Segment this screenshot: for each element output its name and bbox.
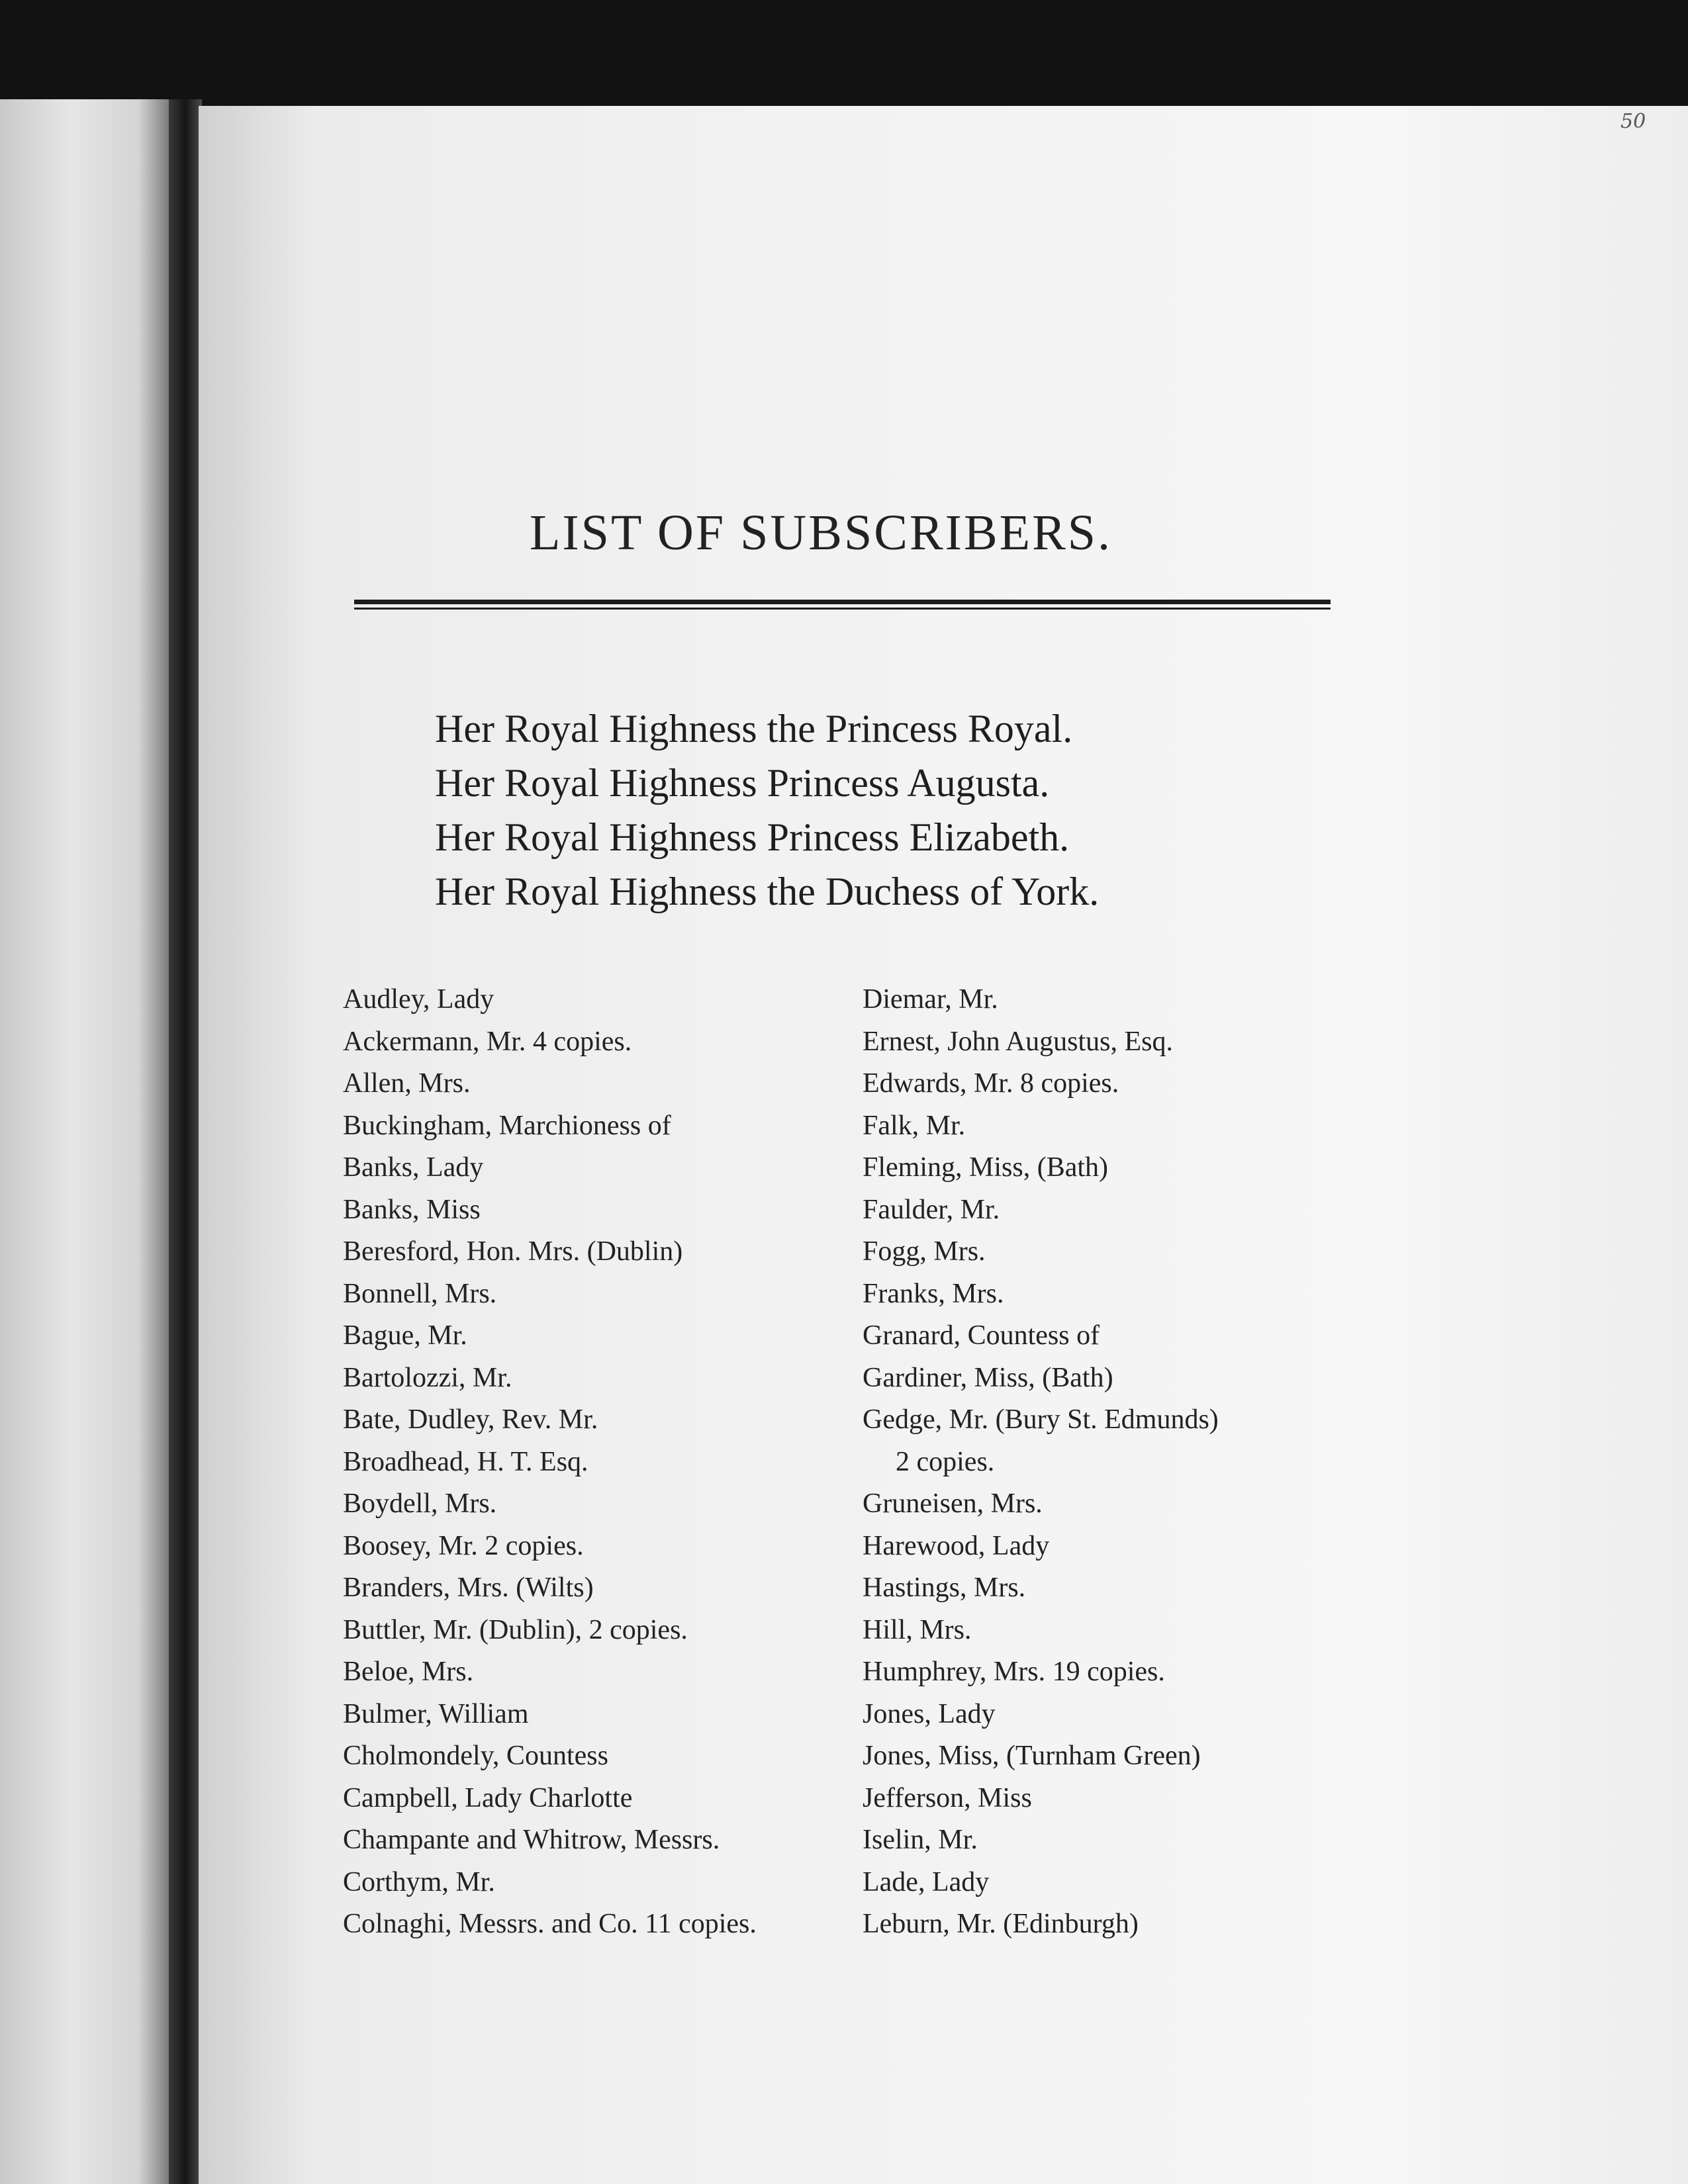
- subscriber-entry: Cholmondely, Countess: [343, 1741, 608, 1771]
- subscriber-entry: Hastings, Mrs.: [863, 1572, 1026, 1603]
- subscriber-entry: Beloe, Mrs.: [343, 1657, 474, 1687]
- subscriber-entry: Fleming, Miss, (Bath): [863, 1152, 1109, 1183]
- subscriber-entry: Ackermann, Mr. 4 copies.: [343, 1026, 632, 1057]
- subscriber-entry: Faulder, Mr.: [863, 1194, 1000, 1225]
- subscriber-entry: Humphrey, Mrs. 19 copies.: [863, 1657, 1165, 1687]
- subscriber-entry: Lade, Lady: [863, 1866, 990, 1897]
- subscriber-entry: Jones, Miss, (Turnham Green): [863, 1741, 1201, 1771]
- subscriber-entry-continuation: 2 copies.: [896, 1446, 995, 1477]
- subscriber-column-left: [343, 979, 757, 1946]
- subscriber-entry: Allen, Mrs.: [343, 1068, 471, 1099]
- subscriber-entry: Bate, Dudley, Rev. Mr.: [343, 1404, 598, 1435]
- subscriber-entry: Bonnell, Mrs.: [343, 1278, 497, 1309]
- royal-subscriber: Her Royal Highness the Princess Royal.: [435, 707, 1073, 751]
- subscriber-entry: Iselin, Mr.: [863, 1825, 978, 1855]
- scan-top-band: [0, 0, 1688, 109]
- royal-subscriber: Her Royal Highness the Duchess of York.: [435, 870, 1100, 913]
- subscriber-entry: Bartolozzi, Mr.: [343, 1362, 512, 1393]
- title-rule-thin: [354, 608, 1331, 610]
- book-gutter: [169, 99, 202, 2184]
- subscriber-entry: Franks, Mrs.: [863, 1278, 1004, 1309]
- royal-subscribers: [435, 702, 1099, 919]
- subscriber-entry: Branders, Mrs. (Wilts): [343, 1572, 594, 1603]
- subscriber-entry: Banks, Lady: [343, 1152, 484, 1183]
- title-rule-thick: [354, 600, 1331, 604]
- subscriber-entry: Edwards, Mr. 8 copies.: [863, 1068, 1119, 1099]
- royal-subscriber: Her Royal Highness Princess Augusta.: [435, 761, 1050, 805]
- subscriber-entry: Bulmer, William: [343, 1698, 529, 1729]
- subscriber-entry: Campbell, Lady Charlotte: [343, 1782, 633, 1813]
- subscriber-entry: Colnaghi, Messrs. and Co. 11 copies.: [343, 1909, 757, 1939]
- page-title: LIST OF SUBSCRIBERS.: [529, 505, 1113, 561]
- subscriber-entry: Corthym, Mr.: [343, 1866, 495, 1897]
- subscriber-entry: Gruneisen, Mrs.: [863, 1488, 1043, 1519]
- royal-subscriber: Her Royal Highness Princess Elizabeth.: [435, 815, 1070, 859]
- subscriber-entry: Buckingham, Marchioness of: [343, 1110, 671, 1141]
- subscriber-entry: Jones, Lady: [863, 1698, 996, 1729]
- subscriber-entry: Falk, Mr.: [863, 1110, 966, 1141]
- folio-number: 50: [1620, 110, 1646, 133]
- subscriber-entry: Boosey, Mr. 2 copies.: [343, 1530, 584, 1561]
- subscriber-entry: Ernest, John Augustus, Esq.: [863, 1026, 1174, 1057]
- subscriber-entry: Harewood, Lady: [863, 1530, 1050, 1561]
- subscriber-entry: Champante and Whitrow, Messrs.: [343, 1825, 720, 1855]
- subscriber-entry: Gardiner, Miss, (Bath): [863, 1362, 1113, 1393]
- subscriber-column-right: [863, 979, 1219, 1946]
- subscriber-entry: Jefferson, Miss: [863, 1782, 1032, 1813]
- facing-page-edge: [0, 99, 173, 2184]
- subscriber-entry: Bague, Mr.: [343, 1320, 467, 1351]
- subscriber-entry: Broadhead, H. T. Esq.: [343, 1446, 588, 1477]
- subscriber-entry: Audley, Lady: [343, 984, 494, 1015]
- subscriber-entry: Fogg, Mrs.: [863, 1236, 986, 1267]
- subscriber-entry: Diemar, Mr.: [863, 984, 998, 1015]
- subscriber-entry: Gedge, Mr. (Bury St. Edmunds): [863, 1404, 1219, 1435]
- subscriber-entry: Leburn, Mr. (Edinburgh): [863, 1909, 1139, 1939]
- subscriber-entry: Banks, Miss: [343, 1194, 481, 1225]
- subscriber-entry: Beresford, Hon. Mrs. (Dublin): [343, 1236, 683, 1267]
- subscriber-entry: Granard, Countess of: [863, 1320, 1100, 1351]
- subscriber-entry: Boydell, Mrs.: [343, 1488, 497, 1519]
- subscriber-entry: Hill, Mrs.: [863, 1614, 972, 1645]
- subscriber-entry: Buttler, Mr. (Dublin), 2 copies.: [343, 1614, 688, 1645]
